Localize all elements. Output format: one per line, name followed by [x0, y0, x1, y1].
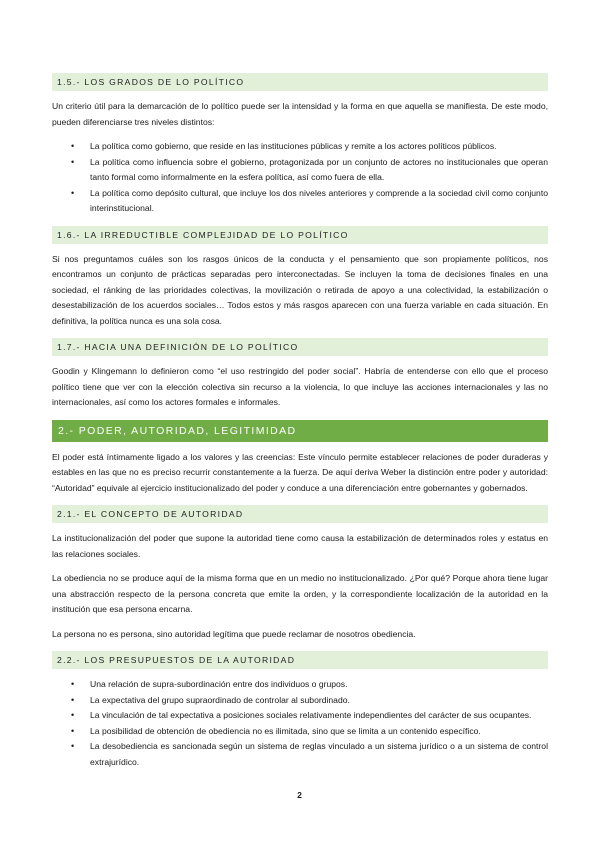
- list-item: • La posibilidad de obtención de obediencia no es ilimitada, sino que se limita a un contenido específico.: [90, 724, 548, 740]
- list-item: • La desobediencia es sancionada según un sistema de reglas vinculado a un sistema jurídico o a un sistema de control extrajurídico.: [71, 741, 548, 767]
- section-2-1-paragraph-1: La institucionalización del poder que supone la autoridad tiene como causa la estabilización de determinados roles y estatus en las relaciones sociales.: [52, 533, 548, 559]
- section-heading-1-5: 1.5.- LOS GRADOS DE LO POLÍTICO: [52, 73, 548, 91]
- section-heading-2-2: 2.2.- LOS PRESUPUESTOS DE LA AUTORIDAD: [52, 651, 548, 669]
- chapter-2-body: El poder está íntimamente ligado a los valores y las creencias: Este vínculo permite establecer relaciones de poder duraderas y estables en las que no es preciso recurrir constantemente a la fuerza. De aquí deriva Weber la distinción entre poder y autoridad: “Autoridad” equivale al ejercicio institucionalizado del poder y conduce a una diferenciación entre gobernantes y gobernados.: [52, 451, 548, 493]
- document-page: [52, 73, 548, 779]
- bullet-icon: •: [71, 710, 75, 720]
- bullet-icon: •: [71, 725, 75, 736]
- bullet-icon: •: [71, 156, 75, 167]
- bullet-icon: •: [71, 679, 75, 689]
- list-item: • Una relación de supra-subordinación entre dos individuos o grupos.: [90, 677, 548, 693]
- section-2-1-paragraph-3: La persona no es persona, sino autoridad legítima que puede reclamar de nosotros obediencia.: [52, 628, 416, 639]
- section-1-6-body: Si nos preguntamos cuáles son los rasgos únicos de la conducta y el pensamiento que son propiamente políticos, nos encontramos un conjunto de prácticas separadas pero interconectadas. Se incluyen la toma de decisiones finales en una sociedad, el ránking de las prioridades colectivas, la movilización o retirada de apoyo a una colectividad, la estabilización o desestabilización de los acuerdos sociales… Todos estos y más rasgos aparecen con una fuerza variable en cada situación. En definitiva, la política nunca es una sola cosa.: [52, 253, 548, 326]
- list-item: • La vinculación de tal expectativa a posiciones sociales relativamente independientes del carácter de sus ocupantes.: [90, 708, 548, 724]
- list-item: • La política como gobierno, que reside en las instituciones públicas y remite a los actores políticos públicos.: [90, 139, 548, 155]
- list-item: • La expectativa del grupo supraordinado de controlar al subordinado.: [90, 693, 548, 709]
- section-1-7-body: Goodin y Klingemann lo definieron como “el uso restringido del poder social”. Habría de entenderse con ello que el proceso político tiene que ver con la elección colectiva sin recurso a la violencia, lo que incluye las acciones internacionales y las no internacionales, así como los actores formales e informales.: [52, 366, 548, 407]
- section-heading-1-7: 1.7.- HACIA UNA DEFINICIÓN DE LO POLÍTICO: [52, 338, 548, 356]
- section-1-5-list: [52, 139, 548, 217]
- section-heading-1-6: 1.6.- LA IRREDUCTIBLE COMPLEJIDAD DE LO POLÍTICO: [52, 226, 548, 244]
- list-item: • La política como influencia sobre el gobierno, protagonizada por un conjunto de actores no institucionales que operan tanto formal como informalmente en la esfera política, así como fuera de ella.: [71, 156, 548, 182]
- bullet-icon: •: [71, 187, 75, 198]
- section-1-5-intro: Un criterio útil para la demarcación de lo político puede ser la intensidad y la forma en que aquella se manifiesta. De este modo, pueden diferenciarse tres niveles distintos:: [52, 101, 548, 127]
- list-item: • La política como depósito cultural, que incluye los dos niveles anteriores y comprende a la sociedad civil como conjunto interinstitucional.: [71, 187, 548, 213]
- section-2-2-list: [52, 677, 548, 770]
- bullet-icon: •: [71, 694, 75, 705]
- section-2-1-paragraph-2: La obediencia no se produce aquí de la misma forma que en un medio no institucionalizado. ¿Por qué? Porque ahora tiene lugar una abstracción respecto de la persona concreta que emite la orden, y la correspondiente localización de la autoridad en la institución que esa persona encarna.: [52, 573, 548, 614]
- section-heading-2-1: 2.1.- EL CONCEPTO DE AUTORIDAD: [52, 505, 548, 523]
- page-number: 2: [297, 790, 302, 800]
- chapter-heading-2: 2.- PODER, AUTORIDAD, LEGITIMIDAD: [52, 420, 548, 442]
- bullet-icon: •: [71, 741, 75, 751]
- bullet-icon: •: [71, 141, 75, 151]
